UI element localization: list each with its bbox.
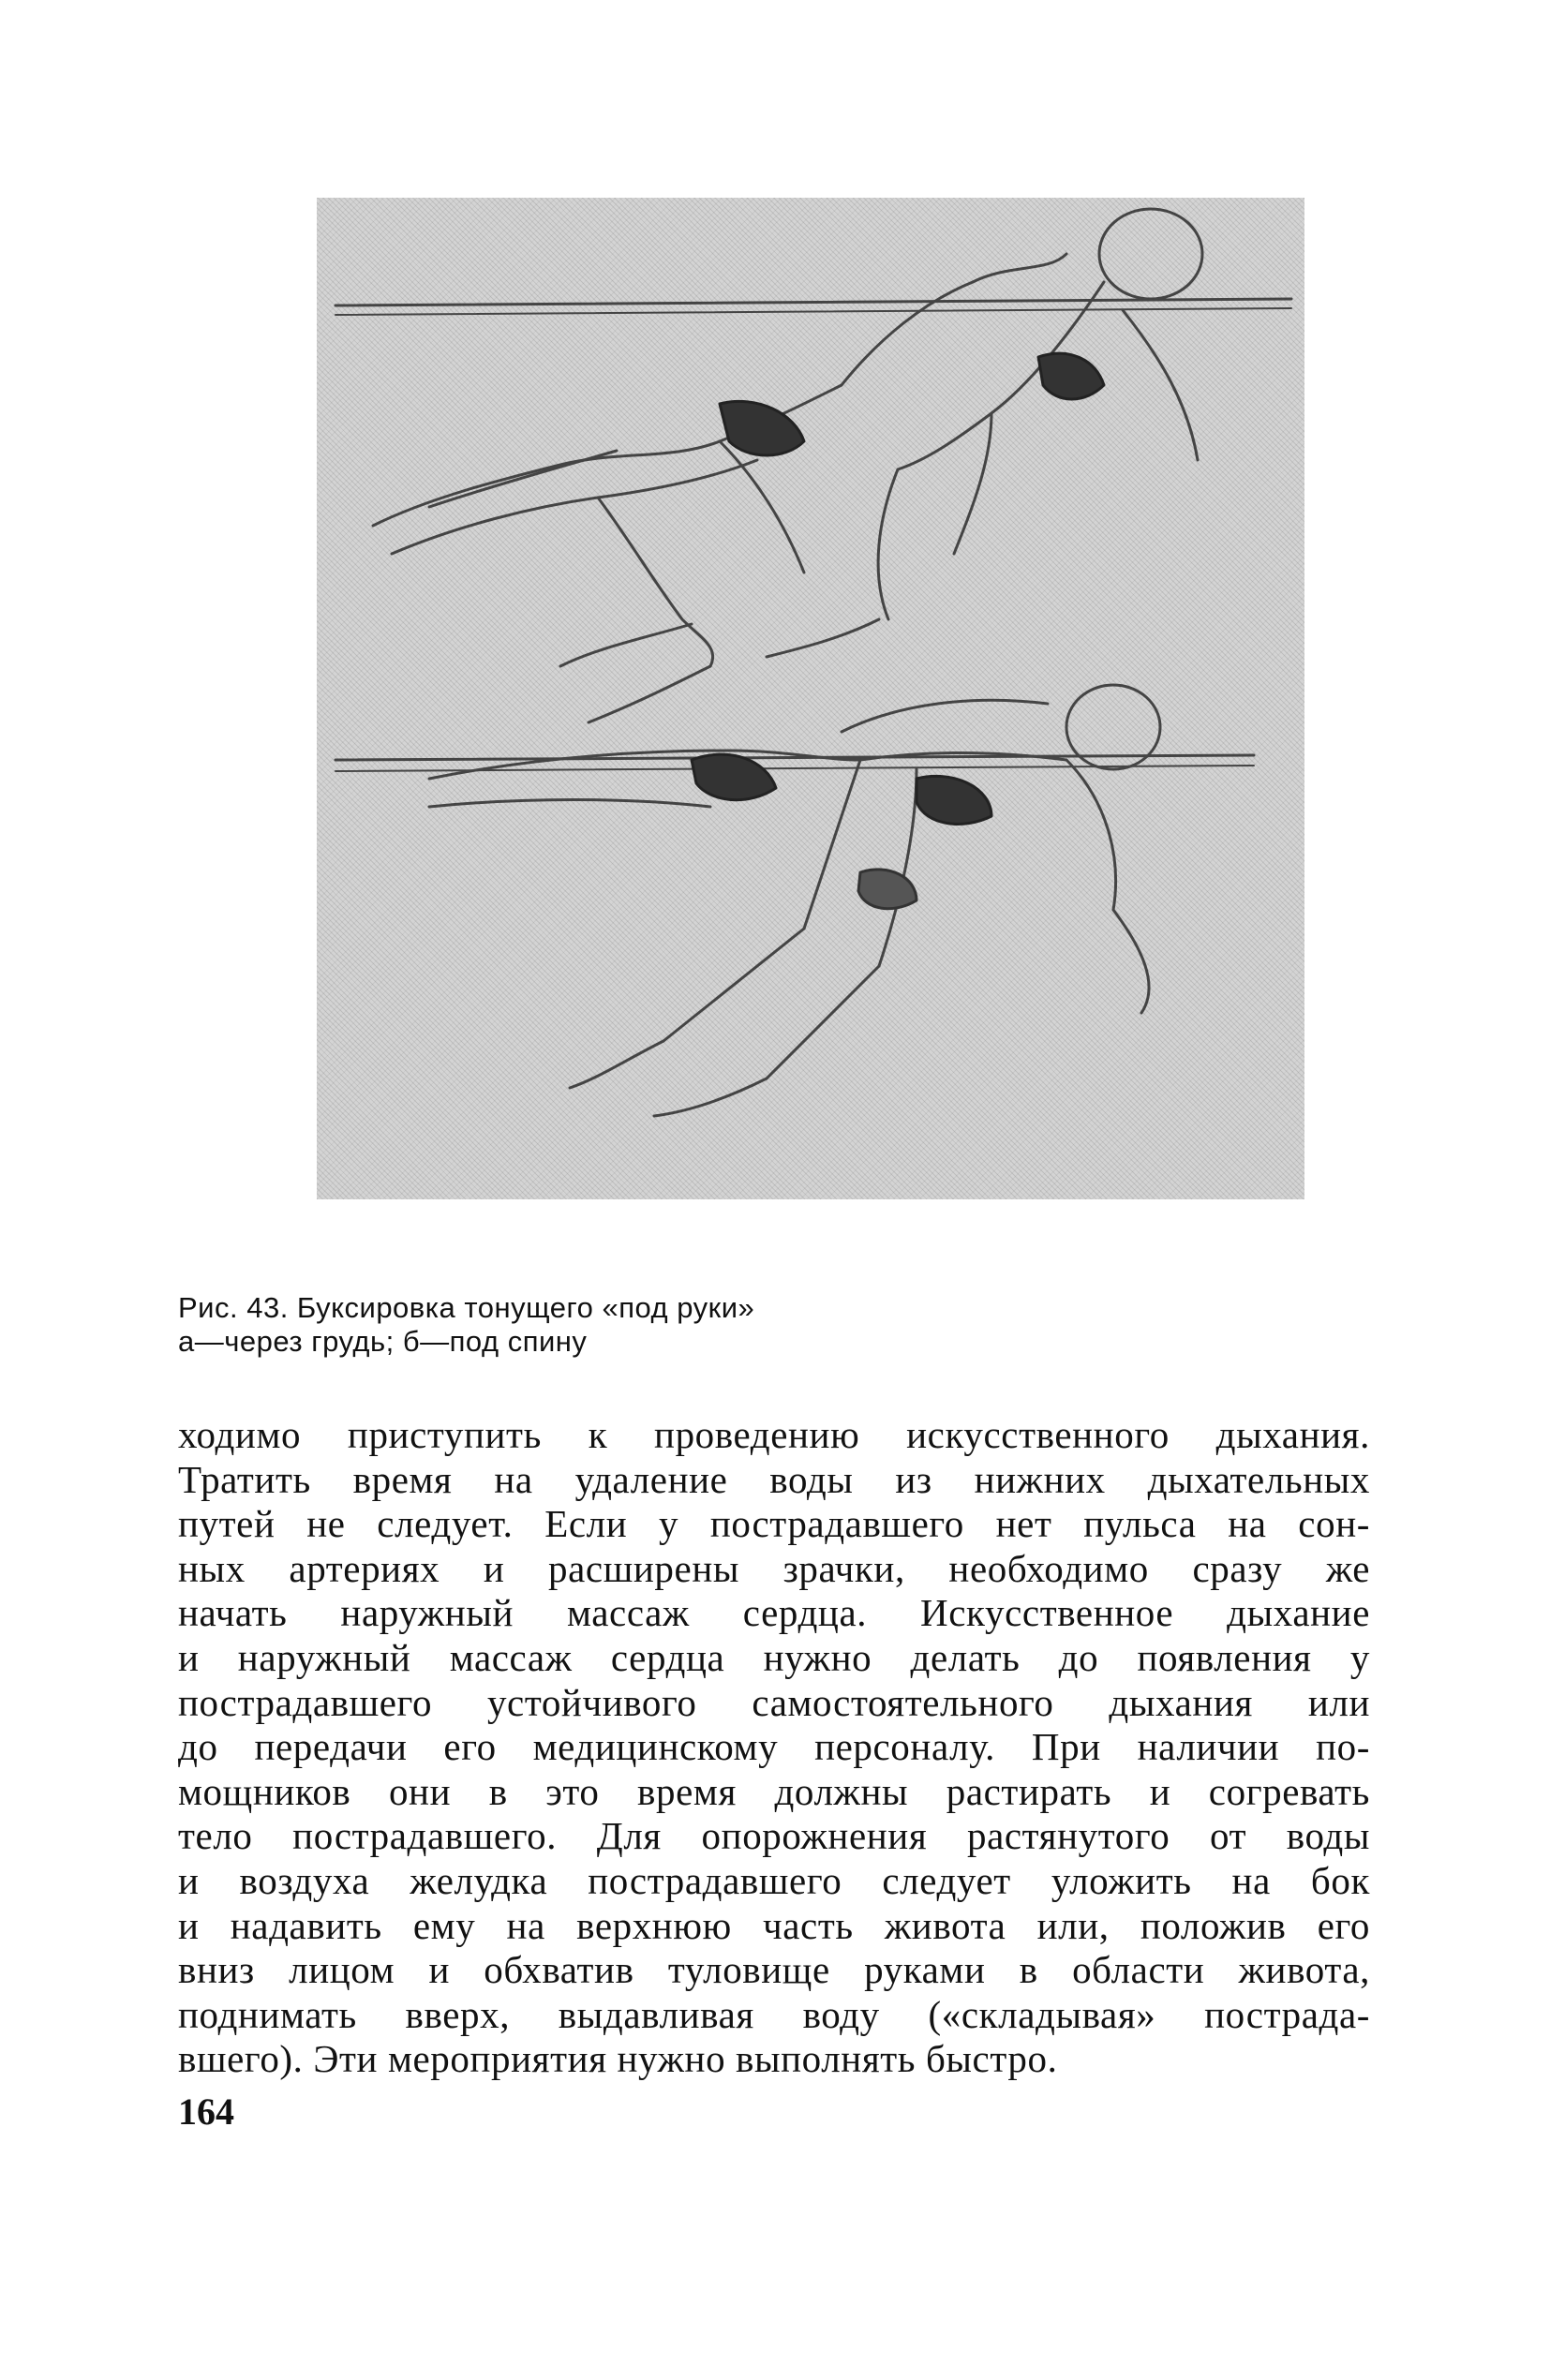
text-line: пострадавшего устойчивого самостоятельного дыхания или xyxy=(178,1680,1370,1724)
text-line: поднимать вверх, выдавливая воду («складывая» пострада- xyxy=(178,1992,1370,2036)
text-line: и надавить ему на верхнюю часть живота или, положив его xyxy=(178,1903,1370,1947)
text-line: Тратить время на удаление воды из нижних дыхательных xyxy=(178,1457,1370,1501)
text-line: и воздуха желудка пострадавшего следует уложить на бок xyxy=(178,1858,1370,1902)
towing-illustration xyxy=(317,198,1304,1199)
figure-caption xyxy=(178,1291,754,1359)
text-line: путей не следует. Если у пострадавшего нет пульса на сон- xyxy=(178,1502,1370,1546)
caption-title: Рис. 43. Буксировка тонущего «под руки» xyxy=(178,1291,755,1324)
body-paragraph xyxy=(178,1413,1370,2082)
water-line-bottom xyxy=(335,755,1254,760)
text-line: мощников они в это время должны растирать и согревать xyxy=(178,1769,1370,1813)
illustration-drawing xyxy=(317,198,1304,1199)
caption-legend: а—через грудь; б—под спину xyxy=(178,1325,588,1358)
text-line: ных артериях и расширены зрачки, необходимо сразу же xyxy=(178,1546,1370,1590)
text-line: и наружный массаж сердца нужно делать до появления у xyxy=(178,1635,1370,1679)
text-line: тело пострадавшего. Для опорожнения растянутого от воды xyxy=(178,1814,1370,1858)
text-line: вниз лицом и обхватив туловище руками в области живота, xyxy=(178,1948,1370,1992)
text-line: вшего). Эти мероприятия нужно выполнять быстро. xyxy=(178,2037,1058,2081)
page-number: 164 xyxy=(178,2090,234,2133)
text-line: до передачи его медицинскому персоналу. При наличии по- xyxy=(178,1725,1370,1769)
text-line: начать наружный массаж сердца. Искусственное дыхание xyxy=(178,1591,1370,1635)
text-line: ходимо приступить к проведению искусственного дыхания. xyxy=(178,1413,1370,1456)
